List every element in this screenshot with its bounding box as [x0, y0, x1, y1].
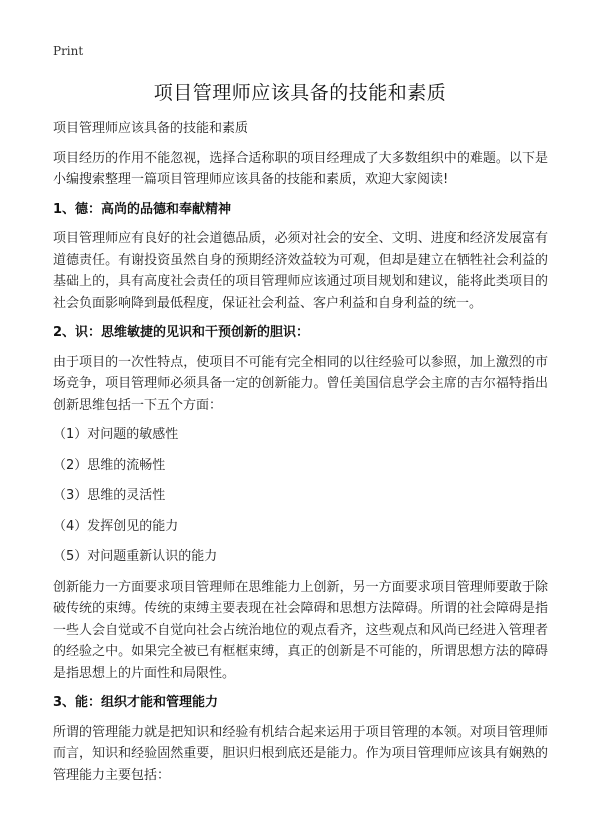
- document-body: [53, 118, 548, 794]
- print-link[interactable]: Print: [53, 44, 84, 58]
- section-paragraph: 项目管理师应有良好的社会道德品质，必须对社会的安全、文明、进度和经济发展富有道德责任。有谢投资虽然自身的预期经济效益较为可观，但却是建立在牺牲社会利益的基础上的，具有高度社会责任的项目管理师应该通过项目规划和建议，能将此类项目的社会负面影响降到最低程度，保证社会利益、客户利益和自身利益的统一。: [53, 231, 548, 311]
- section-2: [53, 322, 548, 684]
- section-3: [53, 692, 548, 786]
- list-item: （2）思维的流畅性: [53, 457, 166, 473]
- list-item: （4）发挥创见的能力: [53, 518, 179, 534]
- section-1: [53, 199, 548, 315]
- page-title: 项目管理师应该具备的技能和素质: [153, 82, 447, 104]
- document-subtitle: 项目管理师应该具备的技能和素质: [53, 121, 249, 136]
- section-paragraph: 所谓的管理能力就是把知识和经验有机结合起来运用于项目管理的本领。对项目管理师而言，知识和经验固然重要，胆识归根到底还是能力。作为项目管理师应该具有娴熟的管理能力主要包括：: [53, 724, 548, 783]
- list-item: （5）对问题重新认识的能力: [53, 549, 218, 564]
- section-heading: 2、识：思维敏捷的见识和干预创新的胆识：: [53, 325, 310, 340]
- creative-thinking-list: [53, 424, 548, 568]
- list-item: （3）思维的灵活性: [53, 488, 166, 503]
- list-item: （1）对问题的敏感性: [53, 427, 179, 442]
- section-heading: 1、德：高尚的品德和奉献精神: [53, 201, 232, 217]
- section-paragraph: 由于项目的一次性特点，使项目不可能有完全相同的以往经验可以参照，加上激烈的市场竞争，项目管理师必须具备一定的创新能力。曾任美国信息学会主席的吉尔福特指出创新思维包括一下五个方面：: [53, 354, 548, 413]
- intro-paragraph: 项目经历的作用不能忽视，选择合适称职的项目经理成了大多数组织中的难题。以下是小编搜索整理一篇项目管理师应该具备的技能和素质，欢迎大家阅读!: [53, 150, 548, 187]
- section-heading: 3、能：组织才能和管理能力: [53, 695, 219, 710]
- section-paragraph-continued: 创新能力一方面要求项目管理师在思维能力上创新，另一方面要求项目管理师要敢于除破传统的束缚。传统的束缚主要表现在社会障碍和思想方法障碍。所谓的社会障碍是指一些人会自觉或不自觉向社会占统治地位的观点看齐，这些观点和风尚已经进入管理者的经验之中。如果完全被已有框框束缚，真正的创新是不可能的，所谓思想方法的障碍是指思想上的片面性和局限性。: [53, 579, 548, 681]
